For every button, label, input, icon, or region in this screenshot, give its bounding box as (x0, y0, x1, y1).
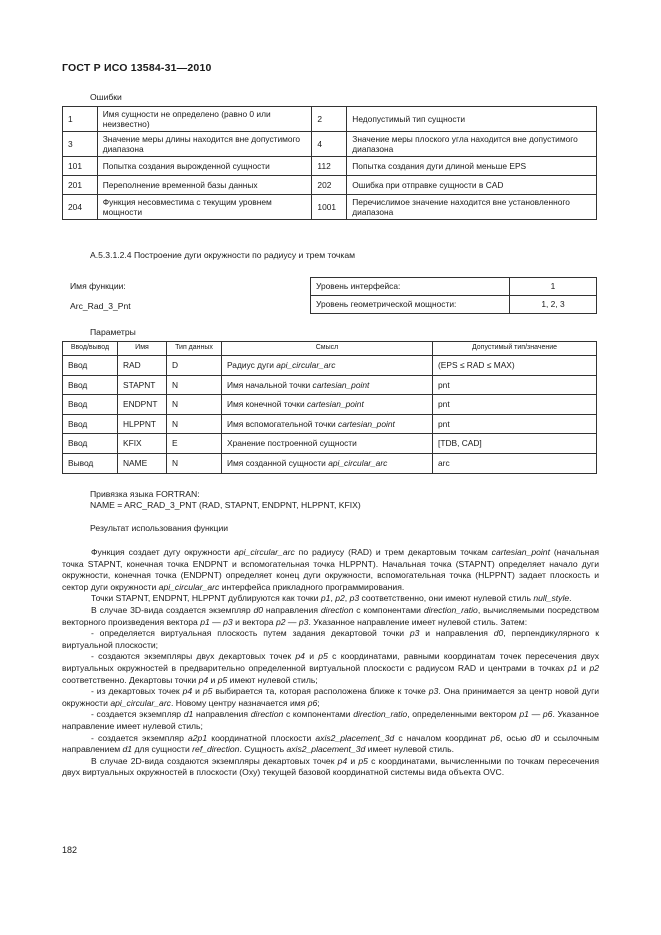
param-name-cell: NAME (118, 453, 167, 473)
error-code-cell: 1 (63, 107, 98, 132)
param-type-cell: D (167, 356, 222, 376)
param-allowed-cell: [TDB, CAD] (433, 434, 597, 454)
paragraph: Точки STAPNT, ENDPNT, HLPPNT дублируются как точки p1, p2, p3 соответственно, они имеют нулевой стиль null_style. (91, 593, 572, 604)
error-code-cell: 101 (63, 157, 98, 176)
col-io: Ввод/вывод (63, 342, 118, 356)
col-type: Тип данных (167, 342, 222, 356)
param-name-cell: RAD (118, 356, 167, 376)
param-meaning-text: Имя созданной сущности (227, 458, 329, 469)
error-code-cell: 4 (312, 132, 347, 157)
interface-table (310, 277, 597, 314)
interface-value-cell: 1, 2, 3 (510, 296, 597, 314)
table-row (63, 356, 597, 376)
function-name: Arc_Rad_3_Pnt (70, 301, 131, 311)
table-row (63, 414, 597, 434)
param-io-cell: Ввод (63, 375, 118, 395)
param-meaning-text: Хранение построенной сущности (227, 438, 357, 449)
param-allowed-cell: arc (433, 453, 597, 473)
param-type-cell: E (167, 434, 222, 454)
errors-label: Ошибки (90, 92, 122, 102)
param-io-cell: Ввод (63, 356, 118, 376)
param-name-cell: ENDPNT (118, 395, 167, 415)
table-row (311, 278, 597, 296)
document-header: ГОСТ Р ИСО 13584-31—2010 (62, 62, 212, 74)
param-meaning-cell (222, 356, 433, 376)
param-type-cell: N (167, 414, 222, 434)
col-allowed: Допустимый тип/значение (433, 342, 597, 356)
param-meaning-entity: cartesian_point (312, 379, 370, 390)
error-text-cell: Попытка создания вырожденной сущности (97, 157, 312, 176)
param-meaning-cell (222, 434, 433, 454)
error-text-cell: Значение меры длины находится вне допустимого диапазона (97, 132, 312, 157)
fortran-label: Привязка языка FORTRAN: (90, 489, 200, 499)
interface-label-cell: Уровень интерфейса: (311, 278, 510, 296)
error-text-cell: Недопустимый тип сущности (347, 107, 597, 132)
errors-table (62, 106, 597, 220)
error-text-cell: Ошибка при отправке сущности в CAD (347, 176, 597, 195)
param-meaning-cell (222, 375, 433, 395)
param-meaning-entity: api_circular_arc (276, 360, 336, 371)
error-code-cell: 204 (63, 195, 98, 220)
param-meaning-cell (222, 395, 433, 415)
error-text-cell: Переполнение временной базы данных (97, 176, 312, 195)
paragraph: В случае 3D-вида создается экземпляр d0 направления direction с компонентами direction_ratio, вычисляемыми посредством векторного произведения вектора p1 — p3 и вектора p2 — p3. Указанное направление имеет нулевой стиль. Затем: (62, 604, 599, 627)
error-text-cell: Перечислимое значение находится вне установленного диапазона (347, 195, 597, 220)
error-text-cell: Попытка создания дуги длиной меньше EPS (347, 157, 597, 176)
section-title: А.5.3.1.2.4 Построение дуги окружности по радиусу и трем точкам (90, 250, 356, 260)
param-meaning-entity: cartesian_point (338, 418, 395, 429)
table-row (63, 195, 597, 220)
param-meaning-cell (222, 414, 433, 434)
body-text (62, 547, 599, 779)
error-code-cell: 112 (312, 157, 347, 176)
error-code-cell: 2 (312, 107, 347, 132)
param-allowed-cell: pnt (433, 375, 597, 395)
table-row (63, 107, 597, 132)
param-name-cell: HLPPNT (118, 414, 167, 434)
param-meaning-text: Радиус дуги (227, 360, 277, 371)
param-meaning-text: Имя конечной точки (227, 399, 307, 410)
result-label: Результат использования функции (90, 523, 229, 533)
table-row (63, 453, 597, 473)
param-type-cell: N (167, 395, 222, 415)
paragraph: - создается экземпляр a2p1 координатной плоскости axis2_placement_3d с началом координат p6, осью d0 и ссылочным направлением d1 для сущности ref_direction. Сущность axis2_placement_3d имеет нулевой стиль. (62, 732, 600, 755)
table-row (311, 296, 597, 314)
col-meaning: Смысл (222, 342, 433, 356)
paragraph: - определяется виртуальная плоскость путем задания декартовой точки p3 и направления d0, перпендикулярного к виртуальной плоскости; (62, 628, 599, 650)
param-meaning-text: Имя вспомогательной точки (227, 418, 339, 429)
param-allowed-cell: (EPS ≤ RAD ≤ MAX) (433, 356, 597, 376)
page-number: 182 (62, 845, 78, 855)
paragraph: - создается экземпляр d1 направления direction с компонентами direction_ratio, определенными вектором p1 — p6. Указанное направление имеет нулевой стиль; (62, 709, 599, 731)
error-code-cell: 1001 (312, 195, 347, 220)
table-row (63, 434, 597, 454)
fortran-code: NAME = ARC_RAD_3_PNT (RAD, STAPNT, ENDPNT, HLPPNT, KFIX) (90, 500, 361, 510)
param-allowed-cell: pnt (433, 395, 597, 415)
param-meaning-text: Имя начальной точки (227, 379, 313, 390)
col-name: Имя (118, 342, 167, 356)
error-text-cell: Функция несовместима с текущим уровнем мощности (97, 195, 312, 220)
param-io-cell: Ввод (63, 434, 118, 454)
paragraph: - из декартовых точек p4 и p5 выбирается та, которая расположена ближе к точке p3. Она принимается за центр новой дуги окружности api_circular_arc. Новому центру назначается имя p6; (62, 686, 599, 708)
param-name-cell: KFIX (118, 434, 167, 454)
param-meaning-cell (222, 453, 433, 473)
param-type-cell: N (167, 453, 222, 473)
error-text-cell: Значение меры плоского угла находится вне допустимого диапазона (347, 132, 597, 157)
paragraph: В случае 2D-вида создаются экземпляры декартовых точек p4 и p5 с координатами, вычисленными по точкам пересечения двух виртуальных окружностей в плоскости (Oxy) текущей базовой координатной системы вида объекта OVC. (62, 755, 599, 778)
table-row (63, 157, 597, 176)
param-io-cell: Ввод (63, 414, 118, 434)
params-label: Параметры (90, 327, 136, 337)
error-text-cell: Имя сущности не определено (равно 0 или неизвестно) (97, 107, 312, 132)
param-allowed-cell: pnt (433, 414, 597, 434)
param-type-cell: N (167, 375, 222, 395)
function-name-label: Имя функции: (70, 281, 126, 291)
table-row (63, 132, 597, 157)
table-row (63, 176, 597, 195)
param-name-cell: STAPNT (118, 375, 167, 395)
interface-value-cell: 1 (510, 278, 597, 296)
interface-label-cell: Уровень геометрической мощности: (311, 296, 510, 314)
param-io-cell: Ввод (63, 395, 118, 415)
params-table (62, 341, 597, 474)
error-code-cell: 202 (312, 176, 347, 195)
table-row (63, 395, 597, 415)
error-code-cell: 3 (63, 132, 98, 157)
paragraph: - создаются экземпляры двух декартовых точек p4 и p5 с координатами, равными координатам точек пересечения двух виртуальных окружностей в предварительно определенной виртуальной плоскости с радиусом RAD и центрами в точках p1 и p2 соответственно. Декартовы точки p4 и p5 имеют нулевой стиль; (62, 651, 599, 685)
table-row (63, 375, 597, 395)
param-io-cell: Вывод (63, 453, 118, 473)
param-meaning-entity: api_circular_arc (328, 458, 388, 469)
param-meaning-entity: cartesian_point (306, 399, 364, 410)
error-code-cell: 201 (63, 176, 98, 195)
paragraph: Функция создает дугу окружности api_circular_arc по радиусу (RAD) и трем декартовым точкам cartesian_point (начальная точка STAPNT, конечная точка ENDPNT и вспомогательная точка HLPPNT). Начальная точка (STAPNT) определяет начало дуги окружности, конечная точка (ENDPNT) определяет конец дуги окружности, вспомогательная точка (HLPPNT) задает плоскость и сектор дуги окружности api_circular_arc интерфейса прикладного программирования. (62, 547, 600, 592)
